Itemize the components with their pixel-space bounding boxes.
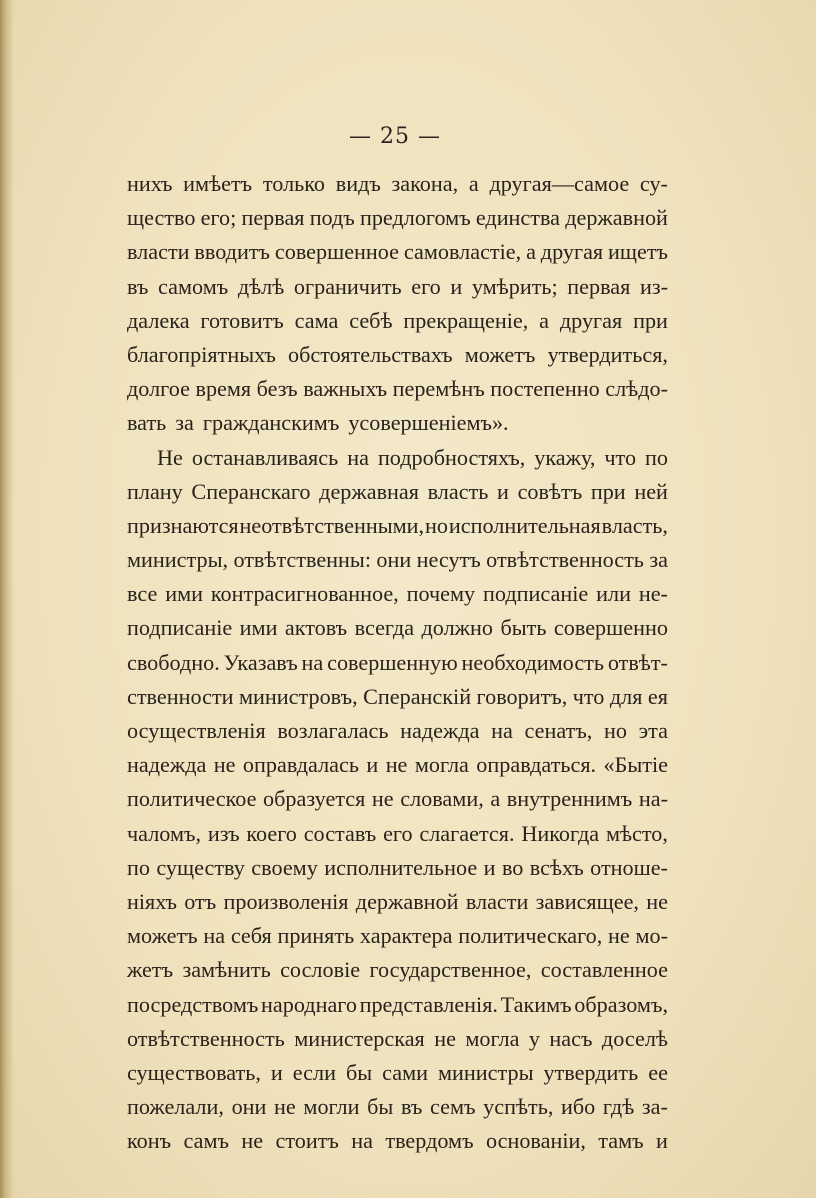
word: ищетъ: [608, 239, 668, 265]
word: другая—самое: [489, 171, 630, 196]
word: успѣть,: [483, 1094, 554, 1120]
word: составленное: [540, 957, 668, 983]
word: готовитъ: [200, 307, 284, 333]
word: оправдалась: [242, 752, 359, 778]
word: и: [656, 1128, 668, 1154]
word: умѣрить;: [471, 273, 558, 299]
word: необходимость: [461, 649, 604, 675]
text-line: [127, 680, 668, 714]
word: ственности: [127, 683, 234, 709]
word: первая: [567, 273, 631, 299]
text-line: [127, 1124, 668, 1158]
word: на: [351, 1128, 373, 1154]
word: ими: [165, 581, 203, 607]
word: несутъ: [416, 547, 481, 573]
text-line: [127, 304, 668, 338]
word: имѣетъ: [183, 171, 253, 196]
word: исполнительная: [448, 512, 601, 538]
word: неотвѣтственными,: [239, 512, 425, 538]
word: говоритъ,: [476, 683, 568, 709]
text-line: [127, 782, 668, 816]
word: чаломъ,: [127, 820, 202, 846]
text-line: [127, 885, 668, 919]
page-number: — 25 —: [349, 124, 441, 149]
word: на-: [638, 786, 668, 812]
word: политическаго,: [458, 923, 603, 949]
word: совѣтъ: [517, 478, 583, 504]
word: но: [425, 512, 448, 538]
word: ней: [634, 478, 668, 504]
word: семъ: [430, 1094, 476, 1120]
word: образуется: [263, 786, 366, 812]
word: коего: [246, 820, 297, 846]
word: «Бытіе: [603, 752, 668, 778]
word: признаются: [127, 512, 239, 538]
word: власти: [465, 888, 529, 914]
word: не: [213, 752, 236, 778]
word: свободно.: [127, 649, 220, 675]
word: изъ: [207, 820, 240, 846]
word: слагается.: [419, 820, 515, 846]
word: усовершеніемъ».: [348, 410, 509, 436]
word: словами,: [400, 786, 484, 812]
word: министры,: [127, 547, 229, 573]
word: время: [195, 376, 252, 402]
word: другая: [559, 307, 623, 333]
word: за: [175, 410, 194, 436]
word: не: [385, 752, 408, 778]
word: политическое: [127, 786, 257, 812]
word: эта: [638, 718, 668, 743]
word: сословіе: [280, 957, 361, 983]
word: доселѣ: [601, 1025, 668, 1051]
word: государственное,: [369, 957, 532, 983]
word: при: [633, 307, 668, 333]
word: по: [645, 444, 668, 470]
word: его;: [200, 205, 237, 231]
word: ими: [239, 615, 278, 641]
word: могли: [303, 1094, 360, 1120]
text-line: [127, 988, 668, 1022]
word: вать: [127, 410, 167, 436]
word: Указавъ: [223, 649, 298, 675]
word: осуществленія: [127, 718, 266, 743]
word: не: [371, 786, 394, 812]
word: министерская: [294, 1025, 425, 1051]
word: контрасигнованное,: [210, 581, 399, 607]
word: Такимъ: [500, 991, 572, 1017]
text-line: [127, 235, 668, 269]
text-line: [127, 441, 668, 475]
word: замѣнить: [182, 957, 271, 983]
word: а: [490, 786, 501, 812]
text-line: [127, 1022, 668, 1056]
word: а: [539, 307, 550, 333]
word: важныхъ: [303, 376, 388, 402]
word: не: [241, 1128, 264, 1154]
text-line: [127, 1056, 668, 1090]
word: не: [434, 1025, 456, 1051]
word: а: [526, 239, 536, 265]
word: Никогда: [521, 820, 600, 846]
word: Сперанскаго: [191, 478, 311, 504]
text-line: [127, 1090, 668, 1124]
word: при: [590, 478, 626, 504]
word: далека: [127, 307, 190, 333]
word: единства: [475, 205, 561, 231]
word: актовъ: [284, 615, 348, 641]
word: подписаніе: [483, 581, 589, 607]
word: не: [646, 888, 668, 914]
word: министры: [438, 1059, 534, 1085]
word: дѣлѣ: [237, 273, 285, 299]
word: его: [383, 820, 413, 846]
word: власть: [427, 478, 489, 504]
word: на: [203, 923, 226, 949]
word: из-: [639, 273, 668, 299]
text-line: [127, 919, 668, 953]
text-line: [127, 953, 668, 987]
word: гражданскимъ: [202, 410, 340, 436]
word: внутреннимъ: [506, 786, 633, 812]
word: державная: [319, 478, 419, 504]
text-line: [127, 646, 668, 680]
word: ее: [648, 1059, 668, 1085]
word: представленія.: [359, 991, 498, 1017]
word: на: [301, 649, 324, 675]
word: державной: [565, 205, 668, 231]
word: ибо: [561, 1094, 596, 1120]
word: вводитъ: [194, 239, 270, 265]
word: гдѣ: [602, 1094, 635, 1120]
word: не: [608, 923, 630, 949]
text-line: [127, 372, 668, 406]
body-text: [127, 167, 668, 1158]
word: самовластіе,: [403, 239, 522, 265]
word: отвѣтственность: [127, 1025, 285, 1051]
word: исполнительное: [324, 854, 478, 880]
word: народнаго: [261, 991, 357, 1017]
word: отъ: [184, 888, 217, 914]
word: долгое: [127, 376, 190, 402]
word: безъ: [256, 376, 298, 402]
word: надежда: [127, 752, 207, 778]
word: Не: [157, 444, 183, 470]
text-line: [127, 167, 668, 201]
word: щество: [127, 205, 196, 231]
word: быть: [500, 615, 547, 641]
word: бы: [367, 1094, 394, 1120]
word: можетъ: [127, 923, 198, 949]
text-line: [127, 714, 668, 748]
text-line: [127, 338, 668, 372]
word: не-: [638, 581, 668, 607]
word: ограничить: [293, 273, 402, 299]
word: твердомъ: [385, 1128, 474, 1154]
word: и: [483, 854, 496, 880]
word: только: [262, 171, 326, 196]
word: перемѣнъ: [392, 376, 485, 402]
word: сами: [382, 1059, 429, 1085]
word: мѣсто,: [605, 820, 668, 846]
word: тамъ: [598, 1128, 644, 1154]
word: жетъ: [127, 957, 174, 983]
word: совершенное: [274, 239, 399, 265]
word: все: [127, 581, 158, 607]
word: самъ: [183, 1128, 229, 1154]
word: что: [572, 683, 605, 709]
word: по: [127, 854, 150, 880]
word: и: [366, 752, 379, 778]
word: ніяхъ: [127, 888, 177, 914]
text-line: [127, 201, 668, 235]
text-line: [127, 406, 668, 440]
word: бы: [345, 1059, 373, 1085]
word: слѣдо-: [605, 376, 668, 402]
word: за: [649, 547, 668, 573]
word: отвѣтственны:: [233, 547, 371, 573]
word: утвердить: [543, 1059, 639, 1085]
word: своему: [251, 854, 318, 880]
word: произволенія: [223, 888, 349, 914]
word: можетъ: [464, 341, 536, 367]
word: въ: [127, 273, 149, 299]
word: во: [501, 854, 524, 880]
word: и: [270, 1059, 283, 1085]
word: образомъ,: [574, 991, 668, 1017]
word: нихъ: [127, 171, 173, 196]
word: всегда: [354, 615, 415, 641]
word: постепенно: [490, 376, 600, 402]
word: существовать,: [127, 1059, 261, 1085]
word: могла: [465, 1025, 520, 1051]
word: если: [292, 1059, 336, 1085]
word: отвѣтственность: [486, 547, 644, 573]
word: отноше-: [590, 854, 668, 880]
word: они: [231, 1094, 267, 1120]
word: за-: [641, 1094, 668, 1120]
word: власть,: [601, 512, 668, 538]
text-line: [127, 611, 668, 645]
word: и: [450, 273, 463, 299]
word: составъ: [303, 820, 377, 846]
text-line: [127, 270, 668, 304]
word: укажу,: [534, 444, 596, 470]
text-line: [127, 748, 668, 782]
word: основаніи,: [485, 1128, 586, 1154]
word: а: [468, 171, 479, 196]
word: должно: [421, 615, 493, 641]
word: державной: [355, 888, 459, 914]
word: министровъ,: [239, 683, 358, 709]
word: ея: [647, 683, 668, 709]
text-line: [127, 851, 668, 885]
word: подъ: [309, 205, 355, 231]
word: но: [604, 718, 627, 743]
word: они: [376, 547, 412, 573]
word: существу: [156, 854, 245, 880]
word: у: [528, 1025, 540, 1051]
word: оправдаться.: [476, 752, 597, 778]
word: су-: [639, 171, 668, 196]
word: себя: [230, 923, 272, 949]
word: утвердиться,: [547, 341, 668, 367]
word: прекращеніе,: [403, 307, 529, 333]
word: или: [596, 581, 631, 607]
word: принять: [277, 923, 355, 949]
text-line: [127, 543, 668, 577]
word: предлогомъ: [359, 205, 471, 231]
word: могла: [414, 752, 469, 778]
word: стоитъ: [275, 1128, 339, 1154]
word: не: [274, 1094, 296, 1120]
word: обстоятельствахъ: [288, 341, 453, 367]
word: отвѣт-: [607, 649, 668, 675]
word: сама: [294, 307, 339, 333]
word: конъ: [127, 1128, 172, 1154]
word: почему: [406, 581, 476, 607]
word: останавливаясь: [191, 444, 339, 470]
word: на: [491, 718, 513, 743]
word: сенатъ,: [524, 718, 593, 743]
word: всѣхъ: [529, 854, 584, 880]
word: возлагалась: [277, 718, 389, 743]
text-line: [127, 577, 668, 611]
word: зависящее,: [535, 888, 639, 914]
word: подписаніе: [127, 615, 233, 641]
word: насъ: [549, 1025, 593, 1051]
word: подробностяхъ,: [377, 444, 526, 470]
word: на: [347, 444, 369, 470]
word: и: [497, 478, 509, 504]
word: пожелали,: [127, 1094, 224, 1120]
text-line: [127, 509, 668, 543]
word: для: [609, 683, 643, 709]
word: мо-: [635, 923, 668, 949]
text-line: [127, 817, 668, 851]
word: совершенно: [553, 615, 668, 641]
word: Сперанскій: [363, 683, 472, 709]
word: его: [411, 273, 441, 299]
text-line: [127, 475, 668, 509]
word: посредствомъ: [127, 991, 259, 1017]
word: первая: [241, 205, 305, 231]
word: другая: [540, 239, 604, 265]
word: власти: [127, 239, 190, 265]
word: благопріятныхъ: [127, 341, 276, 367]
word: плану: [127, 478, 183, 504]
word: характера: [359, 923, 453, 949]
word: надежда: [400, 718, 480, 743]
word: что: [604, 444, 637, 470]
word: въ: [400, 1094, 423, 1120]
word: закона,: [391, 171, 459, 196]
word: видъ: [335, 171, 381, 196]
word: совершенную: [327, 649, 458, 675]
word: себѣ: [349, 307, 393, 333]
word: самомъ: [158, 273, 229, 299]
page-edge-shadow: [0, 0, 14, 1198]
